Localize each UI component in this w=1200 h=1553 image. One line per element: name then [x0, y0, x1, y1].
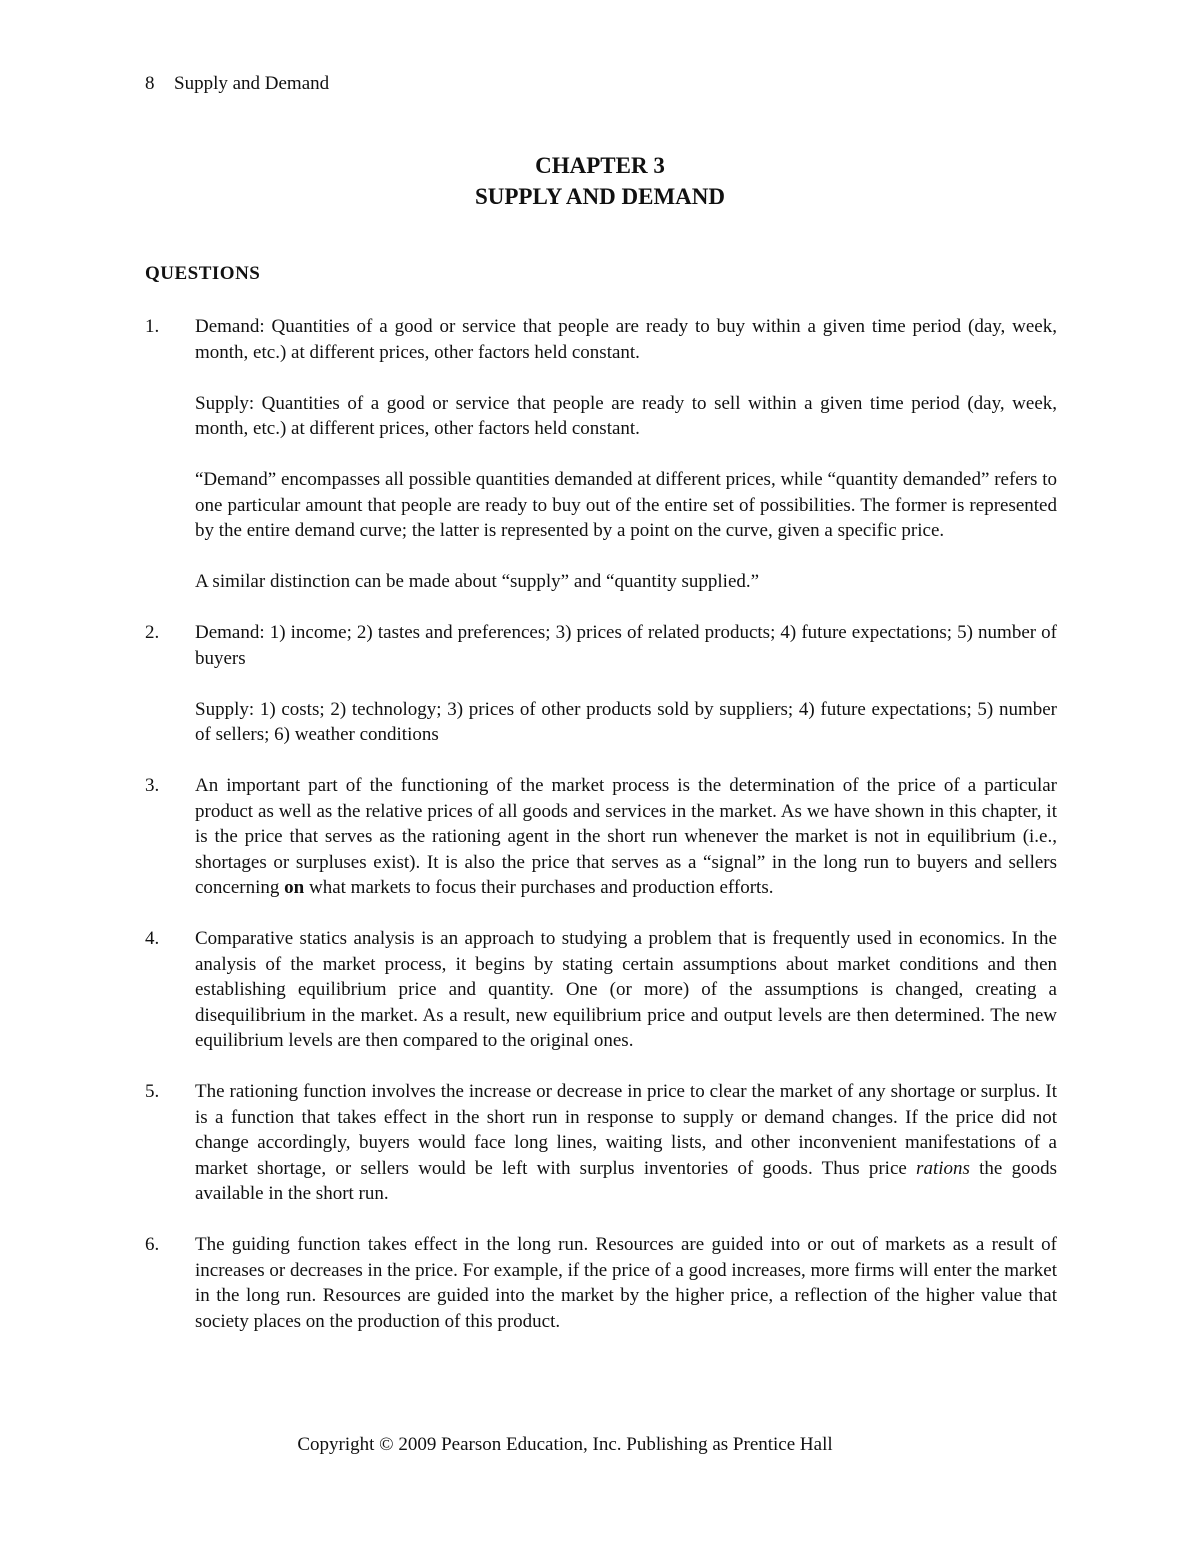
running-header — [145, 72, 329, 96]
answer-paragraph: “Demand” encompasses all possible quantities demanded at different prices, while “quantity demanded” refers to one particular amount that people are ready to buy out of the entire set of possibilities. The former is represented by the entire demand curve; the latter is represented by a point on the curve, given a specific price. — [195, 469, 1057, 541]
questions-list — [145, 314, 1057, 1360]
running-title: Supply and Demand — [174, 73, 330, 94]
italic-word: rations — [916, 1157, 970, 1179]
answer-paragraph: Demand: Quantities of a good or service that people are ready to buy within a given time period (day, week, month, etc.) at different prices, other factors held constant. — [195, 316, 1057, 363]
copyright-footer: Copyright © 2009 Pearson Education, Inc. Publishing as Prentice Hall — [297, 1434, 833, 1455]
question-number: 3. — [145, 775, 160, 796]
chapter-title: SUPPLY AND DEMAND — [474, 184, 726, 209]
answer-text: An important part of the functioning of the market process is the determination of the price of a particular product as well as the relative prices of all goods and services in the market. As we have shown in this chapter, it is the price that serves as the rationing agent in the short run whenever the market is not in equilibrium (i.e., shortages or surpluses exist). It is also the price that serves as a “signal” in the long run to buyers and sellers concerning — [195, 775, 1057, 898]
question-number: 5. — [145, 1081, 160, 1102]
question-item-4 — [145, 926, 1057, 1054]
question-item-1 — [145, 314, 1057, 595]
answer-paragraph: A similar distinction can be made about “supply” and “quantity supplied.” — [195, 571, 760, 592]
answer-paragraph: Supply: Quantities of a good or service that people are ready to sell within a given time period (day, week, month, etc.) at different prices, other factors held constant. — [195, 392, 1057, 439]
answer-text: what markets to focus their purchases and production efforts. — [304, 877, 774, 898]
question-item-5 — [145, 1079, 1057, 1207]
page-number: 8 — [145, 73, 155, 94]
bold-word: on — [284, 877, 305, 898]
answer-paragraph: Demand: 1) income; 2) tastes and preferences; 3) prices of related products; 4) future expectations; 5) number of buyers — [195, 622, 1057, 669]
section-heading: QUESTIONS — [145, 263, 261, 284]
answer-text: The rationing function involves the increase or decrease in price to clear the market of any shortage or surplus. It is a function that takes effect in the short run in response to supply or demand changes. If the price did not change accordingly, buyers would face long lines, waiting lists, and other inconvenient manifestations of a market shortage, or sellers would be left with surplus inventories of goods. Thus price — [195, 1081, 1057, 1179]
chapter-number: CHAPTER 3 — [535, 153, 665, 178]
question-item-3 — [145, 773, 1057, 901]
answer-paragraph: Supply: 1) costs; 2) technology; 3) prices of other products sold by suppliers; 4) future expectations; 5) number of sellers; 6) weather conditions — [195, 698, 1057, 745]
question-number: 4. — [145, 928, 160, 949]
question-number: 1. — [145, 316, 160, 337]
answer-paragraph: Comparative statics analysis is an approach to studying a problem that is frequently used in economics. In the analysis of the market process, it begins by stating certain assumptions about market conditions and then establishing equilibrium price and quantity. One (or more) of the assumptions is changed, creating a disequilibrium in the market. As a result, new equilibrium price and output levels are then determined. The new equilibrium levels are then compared to the original ones. — [195, 928, 1057, 1051]
answer-paragraph — [195, 1079, 1057, 1207]
answer-paragraph: The guiding function takes effect in the long run. Resources are guided into or out of markets as a result of increases or decreases in the price. For example, if the price of a good increases, more firms will enter the market in the long run. Resources are guided into the market by the higher price, a reflection of the higher value that society places on the production of this product. — [195, 1234, 1057, 1332]
question-number: 2. — [145, 622, 160, 643]
answer-paragraph — [195, 773, 1057, 901]
question-number: 6. — [145, 1234, 160, 1255]
answer-text: the goods available in the short run. — [195, 1157, 1057, 1204]
question-item-2 — [145, 620, 1057, 748]
chapter-title-block — [0, 150, 1200, 212]
question-item-6 — [145, 1232, 1057, 1334]
